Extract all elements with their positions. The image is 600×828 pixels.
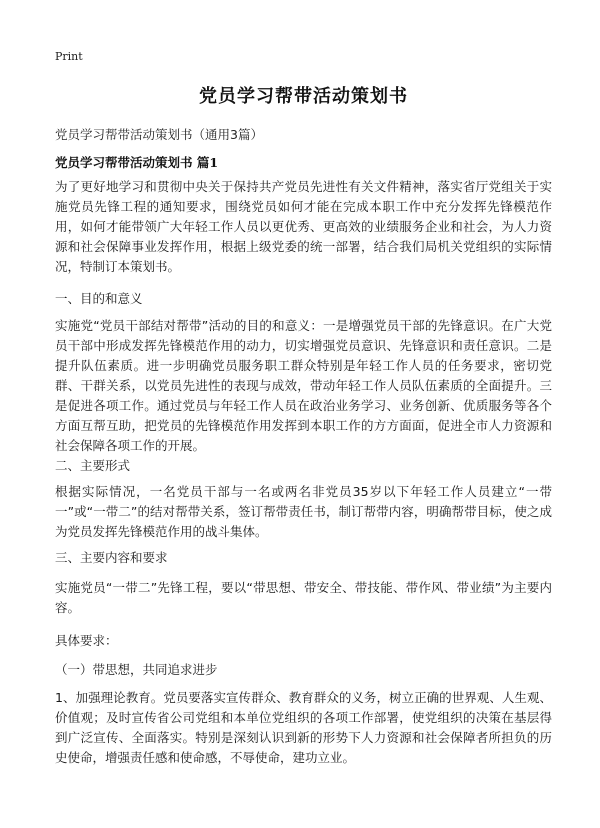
heading-requirements: 具体要求： (55, 633, 118, 648)
heading-form: 二、主要形式 (55, 458, 131, 473)
print-label: Print (55, 50, 83, 63)
purpose-paragraph: 实施党“党员干部结对帮带”活动的目的和意义：一是增强党员干部的先锋意识。在广大党员干部中形成发挥先锋模范作用的动力，切实增强党员意识、先锋意识和责任意识。二是提升队伍素质。进一步明确党员服务职工群众特别是年轻工作人员的任务要求，密切党群、干群关系，以党员先进性的表现与成效，带动年轻工作人员队伍素质的全面提升。三是促进各项工作。通过党员与年轻工作人员在政治业务学习、业务创新、优质服务等各个方面互帮互助，把党员的先锋模范作用发挥到本职工作的方方面面，促进全市人力资源和社会保障各项工作的开展。 (55, 318, 552, 453)
form-paragraph: 根据实际情况，一名党员干部与一名或两名非党员35岁以下年轻工作人员建立“一带一”或“一带二”的结对帮带关系，签订帮带责任书，制订帮带内容，明确帮带目标，使之成为党员发挥先锋模范作用的战斗集体。 (55, 484, 552, 539)
document-subtitle: 党员学习帮带活动策划书（通用3篇） (55, 127, 263, 142)
heading-thought: （一）带思想，共同追求进步 (55, 662, 218, 677)
section-title: 党员学习帮带活动策划书 篇1 (55, 155, 219, 170)
content-paragraph: 实施党员“一带二”先锋工程，要以“带思想、带安全、带技能、带作风、带业绩”为主要内容。 (55, 580, 552, 615)
intro-paragraph: 为了更好地学习和贯彻中央关于保持共产党员先进性有关文件精神，落实省厅党组关于实施党员先锋工程的通知要求，围绕党员如何才能在完成本职工作中充分发挥先锋模范作用，如何才能带领广大年轻工作人员以更优秀、更高效的业绩服务企业和社会，为人力资源和社会保障事业发挥作用，根据上级党委的统一部署，结合我们局机关党组织的实际情况，特制订本策划书。 (55, 179, 552, 274)
heading-content: 三、主要内容和要求 (55, 550, 168, 565)
document-title: 党员学习帮带活动策划书 (199, 86, 408, 107)
heading-purpose: 一、目的和意义 (55, 291, 143, 306)
thought-paragraph: 1、加强理论教育。党员要落实宣传群众、教育群众的义务，树立正确的世界观、人生观、价值观；及时宣传省公司党组和本单位党组织的各项工作部署，使党组织的决策在基层得到广泛宣传、全面落实。特别是深刻认识到新的形势下人力资源和社会保障者所担负的历史使命，增强责任感和使命感，不辱使命，建功立业。 (55, 690, 552, 765)
